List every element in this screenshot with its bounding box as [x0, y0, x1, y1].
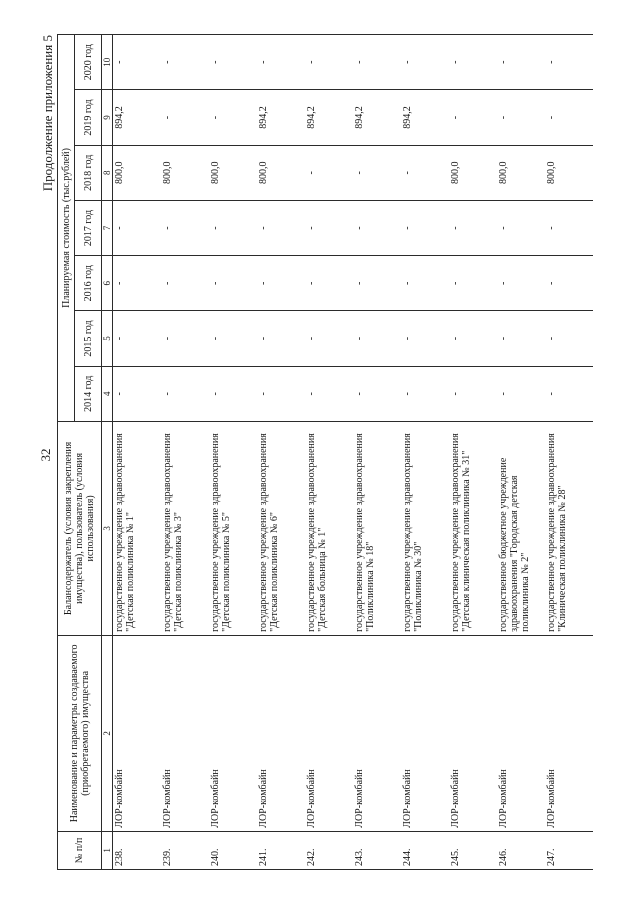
table-row [209, 35, 257, 870]
year-value: - [545, 366, 593, 421]
year-value: 894,2 [305, 90, 353, 145]
year-value: 800,0 [257, 145, 305, 200]
table-row [353, 35, 401, 870]
year-value: - [449, 35, 497, 90]
header-year: 2016 год [75, 256, 102, 311]
balance-holder: государственное учреждение здравоохранения "Детская поликлиника № 1" [113, 421, 162, 635]
header-num: № п/п [58, 831, 102, 869]
year-value: 800,0 [209, 145, 257, 200]
year-value: - [161, 35, 209, 90]
balance-holder: государственное учреждение здравоохранения "Детская поликлиника № 5" [209, 421, 257, 635]
year-value: - [353, 200, 401, 255]
item-name: ЛОР-комбайн [353, 635, 401, 831]
row-number: 246. [497, 831, 545, 869]
year-value: - [257, 366, 305, 421]
year-value: - [257, 256, 305, 311]
header-year: 2020 год [75, 35, 102, 90]
year-value: - [497, 256, 545, 311]
year-value: 800,0 [545, 145, 593, 200]
year-value: - [257, 200, 305, 255]
column-number-row [102, 35, 113, 870]
year-value: - [401, 145, 449, 200]
year-value: - [161, 366, 209, 421]
header-name: Наименование и параметры создаваемого (приобретаемого) имущества [58, 635, 102, 831]
item-name: ЛОР-комбайн [257, 635, 305, 831]
header-cost-group: Планируемая стоимость (тыс.рублей) [58, 35, 75, 422]
year-value: - [449, 366, 497, 421]
year-value: - [161, 311, 209, 366]
year-value: - [497, 90, 545, 145]
item-name: ЛОР-комбайн [497, 635, 545, 831]
year-value: - [353, 145, 401, 200]
column-number: 8 [102, 145, 113, 200]
year-value: - [401, 311, 449, 366]
balance-holder: государственное учреждение здравоохранения "Детская поликлиника № 6" [257, 421, 305, 635]
row-number: 240. [209, 831, 257, 869]
item-name: ЛОР-комбайн [209, 635, 257, 831]
year-value: - [545, 200, 593, 255]
year-value: - [209, 35, 257, 90]
year-value: - [449, 256, 497, 311]
balance-holder: государственное бюджетное учреждение здравоохранения "Городская детская поликлиника № 2" [497, 421, 545, 635]
year-value: - [305, 145, 353, 200]
column-number: 1 [102, 831, 113, 869]
year-value: - [353, 311, 401, 366]
item-name: ЛОР-комбайн [545, 635, 593, 831]
year-value: - [209, 90, 257, 145]
column-number: 5 [102, 311, 113, 366]
balance-holder: государственное учреждение здравоохранения "Клиническая поликлиника № 28" [545, 421, 593, 635]
page-number: 32 [38, 448, 53, 462]
year-value: - [305, 311, 353, 366]
year-value: - [497, 35, 545, 90]
balance-holder: государственное учреждение здравоохранения "Детская клиническая поликлиника № 31" [449, 421, 497, 635]
header-year: 2014 год [75, 366, 102, 421]
balance-holder: государственное учреждение здравоохранения "Детская поликлиника № 3" [161, 421, 209, 635]
year-value: - [161, 90, 209, 145]
table-row [113, 35, 162, 870]
table-row [449, 35, 497, 870]
table-row [161, 35, 209, 870]
year-value: - [353, 256, 401, 311]
year-value: - [305, 200, 353, 255]
year-value: 894,2 [401, 90, 449, 145]
year-value: - [161, 200, 209, 255]
year-value: - [401, 256, 449, 311]
continuation-label: Продолжение приложения 5 [40, 35, 55, 192]
row-number: 245. [449, 831, 497, 869]
column-number: 10 [102, 35, 113, 90]
item-name: ЛОР-комбайн [113, 635, 162, 831]
column-number: 4 [102, 366, 113, 421]
year-value: - [257, 35, 305, 90]
year-value: - [497, 311, 545, 366]
row-number: 242. [305, 831, 353, 869]
row-number: 243. [353, 831, 401, 869]
year-value: - [257, 311, 305, 366]
year-value: - [401, 35, 449, 90]
header-year: 2017 год [75, 200, 102, 255]
table-row [545, 35, 593, 870]
year-value: - [545, 256, 593, 311]
balance-holder: государственное учреждение здравоохранения "Детская больница № 1" [305, 421, 353, 635]
year-value: - [305, 256, 353, 311]
column-number: 7 [102, 200, 113, 255]
year-value: 894,2 [353, 90, 401, 145]
year-value: - [497, 200, 545, 255]
year-value: - [401, 200, 449, 255]
year-value: - [545, 311, 593, 366]
year-value: - [113, 200, 162, 255]
year-value: - [401, 366, 449, 421]
balance-holder: государственное учреждение здравоохранения "Поликлиника № 18" [353, 421, 401, 635]
table-row [497, 35, 545, 870]
header-year: 2018 год [75, 145, 102, 200]
column-number: 2 [102, 635, 113, 831]
year-value: - [209, 256, 257, 311]
column-number: 3 [102, 421, 113, 635]
balance-holder: государственное учреждение здравоохранения "Поликлиника № 30" [401, 421, 449, 635]
item-name: ЛОР-комбайн [161, 635, 209, 831]
year-value: 800,0 [449, 145, 497, 200]
year-value: - [161, 256, 209, 311]
year-value: - [113, 311, 162, 366]
table-row [257, 35, 305, 870]
year-value: - [353, 366, 401, 421]
year-value: 894,2 [257, 90, 305, 145]
header-holder: Балансодержатель (условия закрепления имущества), пользователь (условия использования) [58, 421, 102, 635]
year-value: - [545, 35, 593, 90]
item-name: ЛОР-комбайн [401, 635, 449, 831]
item-name: ЛОР-комбайн [305, 635, 353, 831]
year-value: - [449, 90, 497, 145]
row-number: 247. [545, 831, 593, 869]
table-row [305, 35, 353, 870]
column-number: 9 [102, 90, 113, 145]
column-number: 6 [102, 256, 113, 311]
item-name: ЛОР-комбайн [449, 635, 497, 831]
header-year: 2019 год [75, 90, 102, 145]
year-value: - [353, 35, 401, 90]
year-value: 894,2 [113, 90, 162, 145]
year-value: - [113, 256, 162, 311]
row-number: 241. [257, 831, 305, 869]
year-value: - [305, 35, 353, 90]
year-value: 800,0 [113, 145, 162, 200]
year-value: - [449, 200, 497, 255]
year-value: - [209, 200, 257, 255]
year-value: - [449, 311, 497, 366]
year-value: 800,0 [497, 145, 545, 200]
row-number: 238. [113, 831, 162, 869]
year-value: - [113, 366, 162, 421]
year-value: - [305, 366, 353, 421]
row-number: 239. [161, 831, 209, 869]
year-value: - [113, 35, 162, 90]
year-value: - [209, 366, 257, 421]
year-value: 800,0 [161, 145, 209, 200]
table-row [401, 35, 449, 870]
row-number: 244. [401, 831, 449, 869]
year-value: - [497, 366, 545, 421]
header-year: 2015 год [75, 311, 102, 366]
year-value: - [545, 90, 593, 145]
property-table [57, 34, 593, 870]
year-value: - [209, 311, 257, 366]
